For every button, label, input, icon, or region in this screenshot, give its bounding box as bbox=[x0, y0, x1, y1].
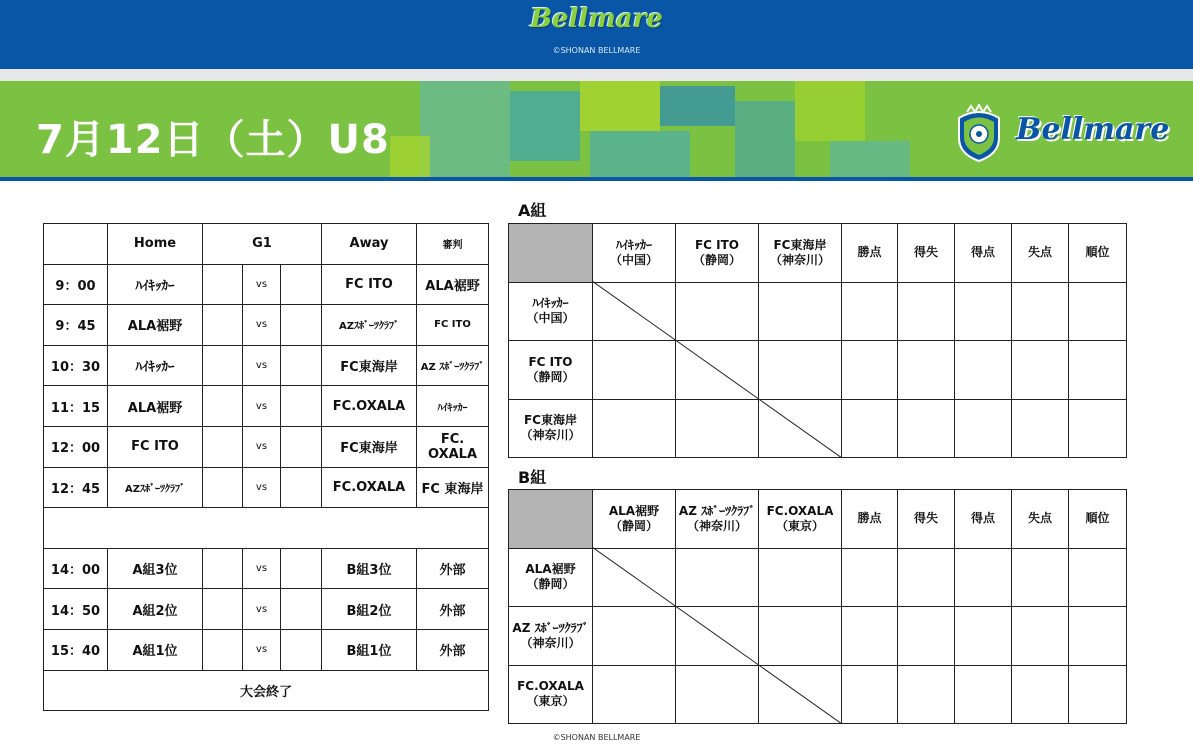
match-referee: 外部 bbox=[417, 548, 489, 589]
stat-column-header: 勝点 bbox=[842, 490, 898, 549]
result-cell bbox=[898, 341, 955, 400]
result-cell bbox=[842, 607, 898, 666]
team-region: （静岡） bbox=[609, 518, 658, 533]
result-cell bbox=[593, 341, 676, 400]
match-away-team: FC東海岸 bbox=[322, 345, 417, 386]
match-referee: FC. OXALA bbox=[417, 426, 489, 467]
team-name: ALA裾野 bbox=[525, 562, 576, 577]
home-score-cell bbox=[203, 426, 243, 467]
match-time: 11：15 bbox=[44, 386, 108, 427]
away-score-cell bbox=[281, 386, 322, 427]
result-cell bbox=[759, 607, 842, 666]
corner-cell bbox=[509, 490, 593, 549]
team-row bbox=[509, 341, 1127, 400]
result-cell bbox=[593, 548, 676, 607]
home-score-cell bbox=[203, 548, 243, 589]
banner-decoration bbox=[735, 101, 795, 177]
match-row bbox=[44, 345, 489, 386]
bellmare-crest-icon bbox=[955, 104, 1003, 162]
team-region: （中国） bbox=[609, 252, 658, 267]
home-score-cell bbox=[203, 345, 243, 386]
match-row bbox=[44, 386, 489, 427]
match-referee: 外部 bbox=[417, 589, 489, 630]
team-region: （東京） bbox=[526, 694, 575, 709]
home-score-cell bbox=[203, 467, 243, 508]
team-column-header bbox=[759, 490, 842, 549]
match-referee: FC ITO bbox=[417, 305, 489, 346]
group-header-row bbox=[509, 490, 1127, 549]
team-column-header bbox=[676, 224, 759, 283]
match-referee: FC 東海岸 bbox=[417, 467, 489, 508]
match-time: 9：00 bbox=[44, 264, 108, 305]
schedule-header-row bbox=[44, 224, 489, 265]
header-away: Away bbox=[322, 224, 417, 265]
result-cell bbox=[955, 282, 1012, 341]
match-away-team: B組3位 bbox=[322, 548, 417, 589]
match-time: 12：00 bbox=[44, 426, 108, 467]
result-cell bbox=[1012, 607, 1069, 666]
team-row bbox=[509, 607, 1127, 666]
team-name: FC東海岸 bbox=[523, 413, 577, 428]
result-cell bbox=[676, 607, 759, 666]
match-row bbox=[44, 264, 489, 305]
team-region: （静岡） bbox=[526, 369, 575, 384]
group-a-table bbox=[508, 223, 1127, 458]
team-region: （神奈川） bbox=[769, 252, 830, 267]
banner-decoration bbox=[830, 141, 910, 177]
group-a-label: A組 bbox=[518, 201, 547, 220]
team-region: （東京） bbox=[775, 518, 824, 533]
home-score-cell bbox=[203, 629, 243, 670]
vs-label: vs bbox=[243, 589, 281, 630]
tournament-end-label: 大会終了 bbox=[44, 670, 489, 711]
team-row-header bbox=[509, 282, 593, 341]
result-cell bbox=[1012, 341, 1069, 400]
team-name: AZ ｽﾎﾞｰﾂｸﾗﾌﾞ bbox=[678, 503, 756, 518]
team-name: AZ ｽﾎﾞｰﾂｸﾗﾌﾞ bbox=[512, 620, 589, 635]
result-cell bbox=[676, 399, 759, 458]
vs-label: vs bbox=[243, 305, 281, 346]
result-cell bbox=[593, 399, 676, 458]
header-time bbox=[44, 224, 108, 265]
match-row bbox=[44, 426, 489, 467]
stat-column-header: 勝点 bbox=[842, 224, 898, 283]
result-cell bbox=[955, 341, 1012, 400]
away-score-cell bbox=[281, 305, 322, 346]
team-region: （神奈川） bbox=[520, 428, 581, 443]
result-cell bbox=[759, 341, 842, 400]
banner-decoration bbox=[510, 91, 580, 161]
match-home-team: ALA裾野 bbox=[108, 386, 203, 427]
vs-label: vs bbox=[243, 264, 281, 305]
match-row bbox=[44, 548, 489, 589]
team-column-header bbox=[676, 490, 759, 549]
match-row bbox=[44, 467, 489, 508]
result-cell bbox=[759, 282, 842, 341]
team-row-header bbox=[509, 399, 593, 458]
match-home-team: A組3位 bbox=[108, 548, 203, 589]
result-cell bbox=[898, 282, 955, 341]
result-cell bbox=[842, 665, 898, 724]
banner-decoration bbox=[795, 81, 865, 141]
team-column-header bbox=[759, 224, 842, 283]
header-field: G1 bbox=[203, 224, 322, 265]
schedule-footer-row bbox=[44, 670, 489, 711]
banner-logo: Bellmare bbox=[1016, 112, 1170, 147]
banner-decoration bbox=[420, 81, 510, 177]
result-cell bbox=[593, 282, 676, 341]
match-away-team: AZｽﾎﾞｰﾂｸﾗﾌﾞ bbox=[322, 305, 417, 346]
match-row bbox=[44, 589, 489, 630]
team-region: （神奈川） bbox=[520, 635, 581, 650]
match-home-team: A組1位 bbox=[108, 629, 203, 670]
away-score-cell bbox=[281, 548, 322, 589]
match-referee: 外部 bbox=[417, 629, 489, 670]
match-schedule-table bbox=[43, 223, 489, 711]
team-column-header bbox=[593, 490, 676, 549]
result-cell bbox=[593, 665, 676, 724]
match-referee: ﾊｲｷｯｶｰ bbox=[417, 386, 489, 427]
vs-label: vs bbox=[243, 629, 281, 670]
result-cell bbox=[593, 607, 676, 666]
banner-title: 7月12日（土）U8 bbox=[36, 117, 390, 163]
match-home-team: FC ITO bbox=[108, 426, 203, 467]
banner-decoration bbox=[590, 131, 690, 177]
result-cell bbox=[955, 665, 1012, 724]
match-away-team: B組2位 bbox=[322, 589, 417, 630]
result-cell bbox=[1069, 665, 1127, 724]
team-name: FC ITO bbox=[528, 354, 573, 369]
away-score-cell bbox=[281, 629, 322, 670]
banner-decoration bbox=[580, 81, 660, 131]
result-cell bbox=[759, 548, 842, 607]
result-cell bbox=[1012, 399, 1069, 458]
team-row bbox=[509, 548, 1127, 607]
team-row bbox=[509, 665, 1127, 724]
match-away-team: B組1位 bbox=[322, 629, 417, 670]
team-name: FC.OXALA bbox=[766, 503, 834, 518]
home-score-cell bbox=[203, 264, 243, 305]
team-name: FC ITO bbox=[694, 237, 740, 252]
result-cell bbox=[1012, 282, 1069, 341]
away-score-cell bbox=[281, 264, 322, 305]
team-region: （静岡） bbox=[526, 577, 575, 592]
break-row bbox=[44, 508, 489, 549]
result-cell bbox=[1012, 665, 1069, 724]
match-home-team: ﾊｲｷｯｶｰ bbox=[108, 264, 203, 305]
footer-copyright: ©SHONAN BELLMARE bbox=[552, 733, 641, 742]
schedule-body bbox=[44, 224, 489, 711]
banner-decoration bbox=[660, 86, 735, 126]
match-time: 9：45 bbox=[44, 305, 108, 346]
result-cell bbox=[955, 607, 1012, 666]
match-time: 10：30 bbox=[44, 345, 108, 386]
result-cell bbox=[898, 665, 955, 724]
match-away-team: FC.OXALA bbox=[322, 386, 417, 427]
stat-column-header: 得失 bbox=[898, 490, 955, 549]
vs-label: vs bbox=[243, 548, 281, 589]
stat-column-header: 失点 bbox=[1012, 224, 1069, 283]
result-cell bbox=[842, 399, 898, 458]
match-time: 14：00 bbox=[44, 548, 108, 589]
group-b-label: B組 bbox=[518, 468, 547, 487]
match-home-team: AZｽﾎﾞｰﾂｸﾗﾌﾞ bbox=[108, 467, 203, 508]
match-home-team: ﾊｲｷｯｶｰ bbox=[108, 345, 203, 386]
team-name: ﾊｲｷｯｶｰ bbox=[615, 237, 652, 252]
home-score-cell bbox=[203, 305, 243, 346]
result-cell bbox=[898, 399, 955, 458]
stat-column-header: 得点 bbox=[955, 224, 1012, 283]
result-cell bbox=[1012, 548, 1069, 607]
match-time: 12：45 bbox=[44, 467, 108, 508]
vs-label: vs bbox=[243, 467, 281, 508]
team-name: FC東海岸 bbox=[773, 237, 827, 252]
result-cell bbox=[1069, 341, 1127, 400]
result-cell bbox=[898, 548, 955, 607]
banner-decoration bbox=[390, 136, 430, 177]
match-away-team: FC.OXALA bbox=[322, 467, 417, 508]
away-score-cell bbox=[281, 345, 322, 386]
team-region: （静岡） bbox=[692, 252, 741, 267]
team-row-header bbox=[509, 607, 593, 666]
result-cell bbox=[676, 665, 759, 724]
team-name: ﾊｲｷｯｶｰ bbox=[532, 296, 569, 311]
away-score-cell bbox=[281, 589, 322, 630]
stat-column-header: 得失 bbox=[898, 224, 955, 283]
result-cell bbox=[1069, 282, 1127, 341]
team-row-header bbox=[509, 548, 593, 607]
match-home-team: A組2位 bbox=[108, 589, 203, 630]
home-score-cell bbox=[203, 589, 243, 630]
corner-cell bbox=[509, 224, 593, 283]
match-row bbox=[44, 629, 489, 670]
header-divider bbox=[0, 69, 1193, 81]
match-row bbox=[44, 305, 489, 346]
team-row bbox=[509, 282, 1127, 341]
result-cell bbox=[676, 548, 759, 607]
team-column-header bbox=[593, 224, 676, 283]
result-cell bbox=[955, 548, 1012, 607]
team-region: （中国） bbox=[526, 311, 575, 326]
banner-bottom-stripe bbox=[0, 177, 1193, 181]
match-time: 15：40 bbox=[44, 629, 108, 670]
stat-column-header: 順位 bbox=[1069, 224, 1127, 283]
result-cell bbox=[842, 341, 898, 400]
team-row-header bbox=[509, 665, 593, 724]
home-score-cell bbox=[203, 386, 243, 427]
header-referee: 審判 bbox=[417, 224, 489, 265]
result-cell bbox=[1069, 548, 1127, 607]
break-cell bbox=[44, 508, 489, 549]
result-cell bbox=[1069, 607, 1127, 666]
result-cell bbox=[898, 607, 955, 666]
vs-label: vs bbox=[243, 426, 281, 467]
vs-label: vs bbox=[243, 386, 281, 427]
result-cell bbox=[1069, 399, 1127, 458]
team-row-header bbox=[509, 341, 593, 400]
header-home: Home bbox=[108, 224, 203, 265]
team-name: FC.OXALA bbox=[517, 679, 584, 694]
result-cell bbox=[842, 548, 898, 607]
stat-column-header: 失点 bbox=[1012, 490, 1069, 549]
match-away-team: FC東海岸 bbox=[322, 426, 417, 467]
group-header-row bbox=[509, 224, 1127, 283]
away-score-cell bbox=[281, 467, 322, 508]
header-logo: Bellmare bbox=[530, 4, 663, 34]
team-region: （神奈川） bbox=[686, 518, 747, 533]
team-name: ALA裾野 bbox=[608, 503, 660, 518]
match-away-team: FC ITO bbox=[322, 264, 417, 305]
result-cell bbox=[955, 399, 1012, 458]
group-b-table bbox=[508, 489, 1127, 724]
result-cell bbox=[759, 399, 842, 458]
result-cell bbox=[676, 282, 759, 341]
vs-label: vs bbox=[243, 345, 281, 386]
match-referee: ALA裾野 bbox=[417, 264, 489, 305]
result-cell bbox=[759, 665, 842, 724]
match-referee: AZ ｽﾎﾞｰﾂｸﾗﾌﾞ bbox=[417, 345, 489, 386]
match-time: 14：50 bbox=[44, 589, 108, 630]
result-cell bbox=[676, 341, 759, 400]
header-copyright: ©SHONAN BELLMARE bbox=[552, 46, 641, 55]
match-home-team: ALA裾野 bbox=[108, 305, 203, 346]
away-score-cell bbox=[281, 426, 322, 467]
result-cell bbox=[842, 282, 898, 341]
team-row bbox=[509, 399, 1127, 458]
stat-column-header: 順位 bbox=[1069, 490, 1127, 549]
stat-column-header: 得点 bbox=[955, 490, 1012, 549]
